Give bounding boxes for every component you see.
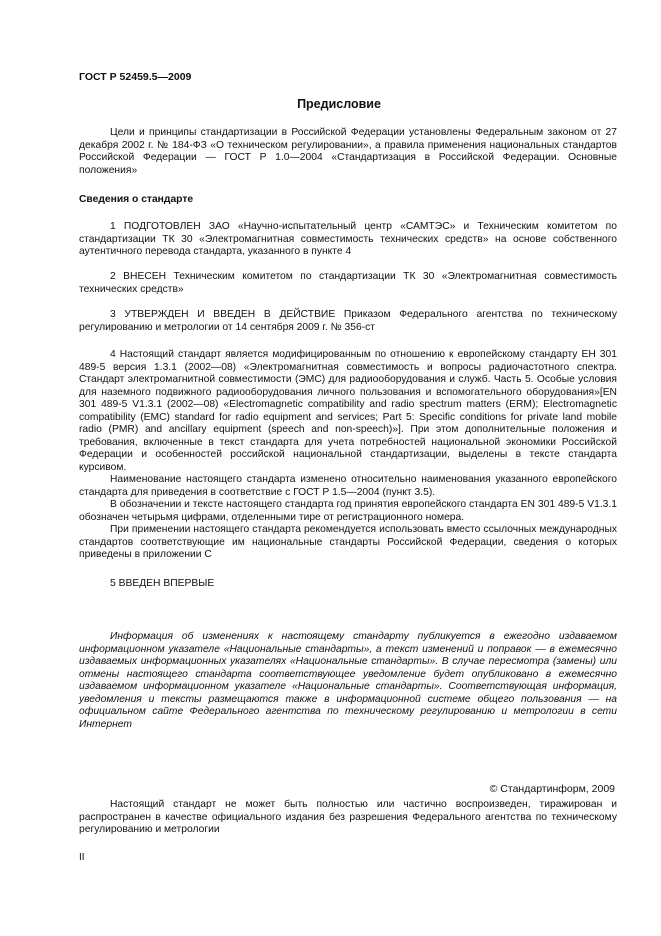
item-5-block: [79, 578, 617, 591]
item-3-paragraph: 3 УТВЕРЖДЕН И ВВЕДЕН В ДЕЙСТВИЕ Приказом Федерального агентства по техническому регулированию и метрологии от 14 сентября 2009 г. № 356-ст: [79, 309, 617, 333]
rights-paragraph: Настоящий стандарт не может быть полностью или частично воспроизведен, тиражирован и распространен в качестве официального издания без разрешения Федерального агентства по техническому регулированию и метрологии: [79, 799, 617, 835]
item-4-references-paragraph: При применении настоящего стандарта рекомендуется использовать вместо ссылочных международных стандартов соответствующие им национальные стандарты Российской Федерации, сведения о которых приведены в приложении С: [79, 524, 617, 560]
copyright-line: © Стандартинформ, 2009: [489, 783, 615, 795]
item-2-block: [79, 271, 617, 296]
item-4-name-paragraph: Наименование настоящего стандарта изменено относительно наименования указанного европейского стандарта для приведения в соответствие с ГОСТ Р 1.5—2004 (пункт 3.5).: [79, 474, 617, 498]
page-title: Предисловие: [297, 97, 381, 111]
notice-paragraph: Информация об изменениях к настоящему стандарту публикуется в ежегодно издаваемом информационном указателе «Национальные стандарты», а текст изменений и поправок — в ежемесячно издаваемых информационных указателях «Национальные стандарты». В случае пересмотра (замены) или отмены настоящего стандарта соответствующее уведомление будет опубликовано в ежемесячно издаваемом информационном указателе «Национальные стандарты». Соответствующая информация, уведомления и тексты размещаются также в информационной системе общего пользования — на официальном сайте Федерального агентства по техническому регулированию и метрологии в сети Интернет: [79, 631, 617, 730]
item-4-paragraph: 4 Настоящий стандарт является модифицированным по отношению к европейскому стандарту ЕН 301 489-5 версия 1.3.1 (2002—08) «Электромагнитная совместимость и вопросы радиочастотного спектра. Стандарт электромагнитной совместимости (ЭМС) для радиооборудования и служб. Часть 5. Особые условия для наземного подвижного радиооборудования личного пользования и вспомогательного оборудования»[EN 301 489-5 V1.3.1 (2002—08) «Electromagnetic compatibility and radio spectrum matters (ERM); Electromagnetic compatibility (EMC) standard for radio equipment and services; Part 5: Specific conditions for private land mobile radio (PMR) and ancillary equipment (speech and non-speech)»]. При этом дополнительные положения и требования, включенные в текст стандарта для учета потребностей национальной экономики Российской Федерации и особенностей российской национальной стандартизации, выделены в тексте стандарта курсивом.: [79, 349, 617, 473]
item-4-designation-paragraph: В обозначении и тексте настоящего стандарта год принятия европейского стандарта EN 301 489-5 V1.3.1 обозначен четырьмя цифрами, отделенными тире от регистрационного номера.: [79, 499, 617, 523]
intro-block: [79, 127, 617, 177]
notice-block: [79, 631, 617, 731]
item-5-paragraph: 5 ВВЕДЕН ВПЕРВЫЕ: [110, 578, 215, 589]
item-1-block: [79, 221, 617, 259]
subheading: Сведения о стандарте: [79, 194, 194, 205]
standard-code-header: ГОСТ Р 52459.5—2009: [79, 71, 192, 83]
item-4-block: [79, 349, 617, 562]
rights-block: [79, 799, 617, 837]
item-1-paragraph: 1 ПОДГОТОВЛЕН ЗАО «Научно-испытательный центр «САМТЭС» и Техническим комитетом по стандартизации ТК 30 «Электромагнитная совместимость технических средств» на основе собственного аутентичного перевода стандарта, указанного в пункте 4: [79, 221, 617, 257]
item-3-block: [79, 309, 617, 334]
item-2-paragraph: 2 ВНЕСЕН Техническим комитетом по стандартизации ТК 30 «Электромагнитная совместимость технических средств»: [79, 271, 617, 295]
intro-paragraph: Цели и принципы стандартизации в Российской Федерации установлены Федеральным законом от 27 декабря 2002 г. № 184-ФЗ «О техническом регулировании», а правила применения национальных стандартов Российской Федерации — ГОСТ Р 1.0—2004 «Стандартизация в Российской Федерации. Основные положения»: [79, 127, 617, 176]
page-number: II: [79, 852, 85, 863]
